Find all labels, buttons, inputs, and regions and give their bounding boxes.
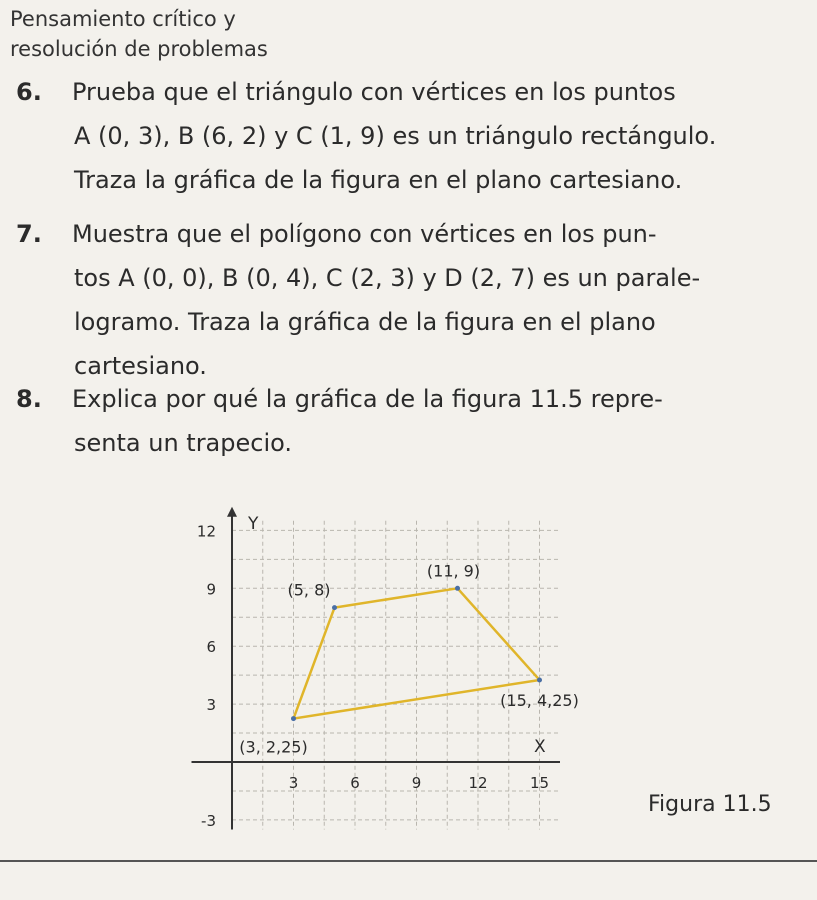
- page-divider: [0, 860, 817, 862]
- figure-caption: Figura 11.5: [648, 792, 772, 817]
- problem-8: [16, 377, 806, 465]
- vertex-label: (5, 8): [287, 580, 331, 600]
- x-tick-label: 3: [288, 774, 299, 792]
- problem-7: [16, 212, 806, 388]
- vertex-point: [537, 677, 542, 682]
- y-axis-arrow: [227, 507, 237, 517]
- problem-number: 8.: [16, 385, 42, 413]
- vertex-point: [455, 586, 460, 591]
- chart-tick-labels: [197, 514, 549, 830]
- y-tick-label: 9: [206, 580, 216, 599]
- header-line-2: resolución de problemas: [10, 37, 268, 61]
- vertex-label: (3, 2,25): [239, 737, 308, 757]
- x-axis-label: X: [534, 737, 546, 757]
- chart-point-labels: [239, 561, 579, 756]
- y-tick-label: 6: [206, 638, 216, 657]
- x-tick-label: 6: [350, 774, 360, 792]
- x-tick-label: 9: [411, 774, 422, 792]
- section-header: [10, 4, 268, 64]
- figure-11-5-chart: [0, 470, 600, 850]
- vertex-label: (11, 9): [426, 561, 481, 581]
- problem-number: 7.: [16, 220, 42, 248]
- problem-number: 6.: [16, 78, 42, 106]
- problem-text-line: cartesiano.: [74, 352, 207, 380]
- vertex-label: (15, 4,25): [500, 690, 579, 710]
- y-axis-label: Y: [248, 513, 259, 534]
- chart-axes: [192, 507, 561, 830]
- problem-text-line: A (0, 3), B (6, 2) y C (1, 9) es un triángulo rectángulo.: [74, 122, 717, 150]
- header-line-1: Pensamiento crítico y: [10, 7, 236, 31]
- vertex-point: [332, 605, 337, 610]
- x-tick-label: 15: [529, 774, 550, 792]
- y-tick-label: 3: [206, 696, 216, 715]
- problem-text-line: logramo. Traza la gráfica de la figura en el plano: [74, 308, 656, 336]
- chart-grid: [232, 521, 560, 830]
- vertex-point: [291, 716, 296, 721]
- y-tick-label: -3: [201, 811, 216, 830]
- problem-text-line: Explica por qué la gráfica de la figura 11.5 repre-: [72, 385, 663, 413]
- problem-text-line: Prueba que el triángulo con vértices en los puntos: [72, 78, 676, 106]
- y-tick-label: 12: [196, 522, 216, 541]
- problem-text-line: tos A (0, 0), B (0, 4), C (2, 3) y D (2, 7) es un parale-: [74, 264, 701, 292]
- problem-text-line: Muestra que el polígono con vértices en los pun-: [72, 220, 657, 248]
- problem-6: [16, 70, 806, 202]
- x-tick-label: 12: [468, 774, 488, 792]
- problem-text-line: Traza la gráfica de la figura en el plano cartesiano.: [74, 166, 683, 194]
- problem-text-line: senta un trapecio.: [74, 429, 293, 457]
